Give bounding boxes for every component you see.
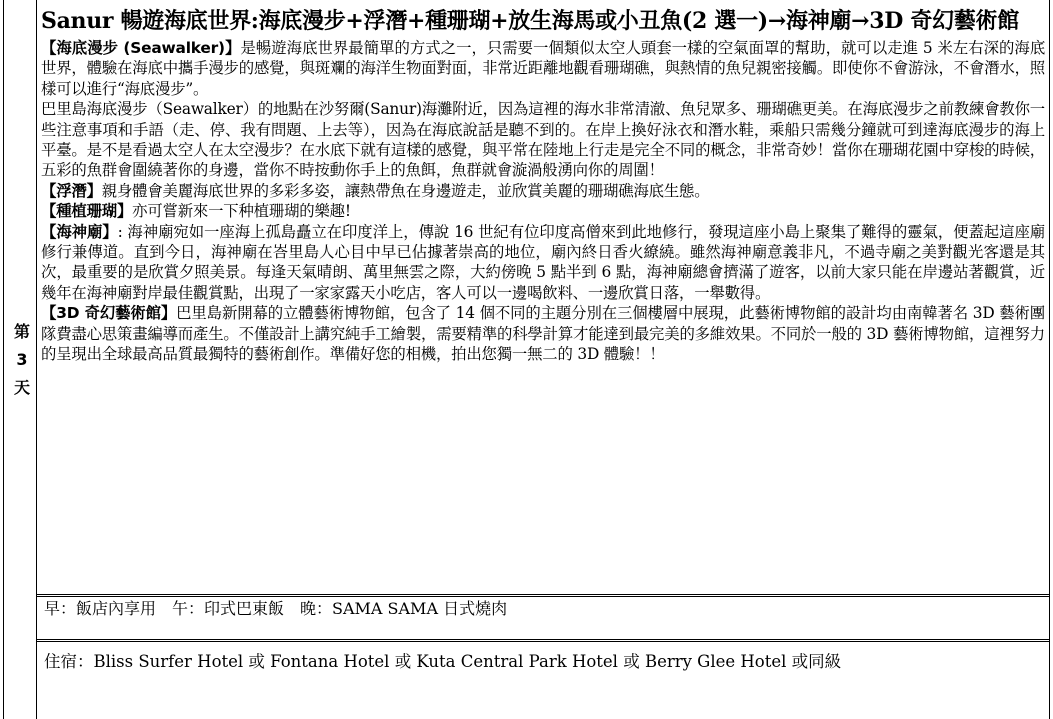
day-label-char: 天	[13, 378, 30, 397]
table-border-right	[1049, 0, 1050, 719]
paragraph-text: 巴里島新開幕的立體藝術博物館，包含了 14 個不同的主題分別在三個樓層中展現，此藝術博物館的設計均由南韓著名 3D 藝術團隊費盡心思策畫編導而產生。不僅設計上講究純手工繪製，需要精準的科學計算才能達到最完美的多維效果。不同於一般的 3D 藝術博物館，這裡努力的呈現出全球最高品質最獨特的藝術創作。準備好您的相機，拍出您獨一無二的 3D 體驗！！	[41, 304, 1045, 364]
paragraph-heading: 【海底漫步 (Seawalker)】	[41, 39, 241, 57]
row-divider	[37, 641, 1049, 642]
day-label-char: 第	[13, 322, 30, 341]
paragraph-seawalker-detail	[41, 99, 1045, 181]
paragraph-coral-planting	[41, 201, 1045, 221]
accommodation-row: 住宿：Bliss Surfer Hotel 或 Fontana Hotel 或 Kuta Central Park Hotel 或 Berry Glee Hotel 或同級	[44, 652, 842, 671]
paragraph-text: 亦可嘗新來一下种植珊瑚的樂趣!	[132, 202, 351, 221]
paragraph-text: 是暢遊海底世界最簡單的方式之一，只需要一個類似太空人頭套一樣的空氣面罩的幫助，就可以走進 5 米左右深的海底世界，體驗在海底中攜手漫步的感覺，與斑斕的海洋生物面對面，非常近距離地觀看珊瑚礁，與熱情的魚兒親密接觸。即使你不會游泳，不會潛水，照樣可以進行“海底漫步”。	[41, 39, 1046, 98]
row-divider	[37, 594, 1049, 595]
paragraph-heading: 【浮潛】	[41, 181, 102, 200]
paragraph-snorkeling	[41, 181, 1045, 201]
day-content	[41, 6, 1045, 365]
meals-row: 早：飯店內享用 午：印式巴東飯 晚：SAMA SAMA 日式燒肉	[44, 599, 508, 618]
paragraph-3d-museum	[41, 303, 1045, 364]
day-title: Sanur 暢遊海底世界:海底漫步+浮潛+種珊瑚+放生海馬或小丑魚(2 選一)→海神廟→3D 奇幻藝術館	[41, 8, 1019, 34]
day-label	[8, 318, 36, 402]
table-divider	[36, 0, 37, 719]
paragraph-seawalker-intro	[41, 38, 1045, 99]
paragraph-text: : 海神廟宛如一座海上孤島矗立在印度洋上，傳說 16 世紀有位印度高僧來到此地修行，發現這座小島上聚集了難得的靈氣，便蓋起這座廟修行兼傳道。直到今日，海神廟在峇里島人心目中早已佔據著崇高的地位，廟內終日香火繚繞。雖然海神廟意義非凡，不過寺廟之美對觀光客還是其次，最重要的是欣賞夕照美景。每逢天氣晴朗、萬里無雲之際，大約傍晚 5 點半到 6 點，海神廟總會擠滿了遊客，以前大家只能在岸邊站著觀賞，近幾年在海神廟對岸最佳觀賞點，出現了一家家露天小吃店，客人可以一邊喝飲料、一邊欣賞日落，一舉數得。	[41, 222, 1045, 302]
paragraph-text: 親身體會美麗海底世界的多彩多姿，讓熱帶魚在身邊遊走，並欣賞美麗的珊瑚礁海底生態。	[101, 181, 710, 200]
row-divider	[37, 596, 1049, 597]
paragraph-sea-temple	[41, 222, 1045, 304]
paragraph-heading: 【種植珊瑚】	[41, 202, 133, 221]
table-border-left	[3, 0, 4, 719]
paragraph-heading: 【3D 奇幻藝術館】	[41, 304, 177, 323]
paragraph-heading: 【海神廟】	[41, 222, 118, 241]
row-divider	[37, 639, 1049, 640]
paragraph-text: 巴里島海底漫步（Seawalker）的地點在沙努爾(Sanur)海灘附近，因為這裡的海水非常清澈、魚兒眾多、珊瑚礁更美。在海底漫步之前教練會教你一些注意事項和手語（走、停、我有問題、上去等），因為在海底說話是聽不到的。在岸上換好泳衣和潛水鞋，乘船只需幾分鐘就可到達海底漫步的海上平臺。是不是看過太空人在太空漫步？在水底下就有這樣的感覺，與平常在陸地上行走是完全不同的概念，非常奇妙！當你在珊瑚花園中穿梭的時候，五彩的魚群會圍繞著你的身邊，當你不時按動你手上的魚餌，魚群就會漩渦般湧向你的周圍！	[41, 100, 1045, 180]
day-label-number: 3	[16, 350, 28, 369]
